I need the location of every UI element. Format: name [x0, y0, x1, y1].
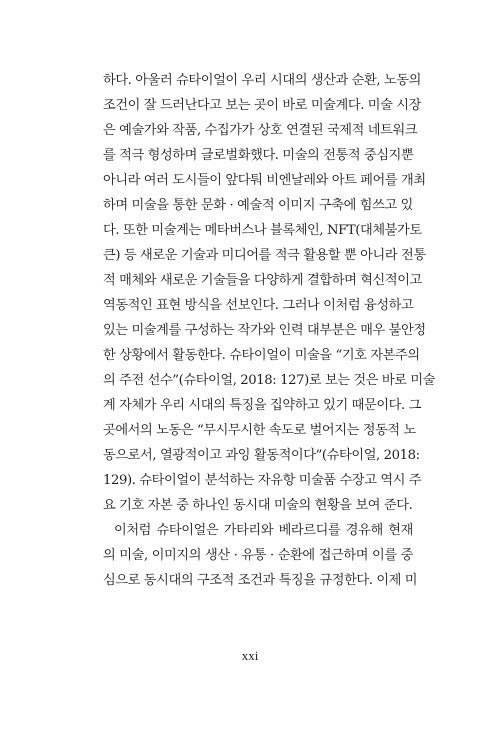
text-line: 조건이 잘 드러난다고 보는 곳이 바로 미술계다. 미술 시장 [103, 98, 421, 113]
text-line: 한 상황에서 활동한다. 슈타이얼이 미술을 “기호 자본주의 [103, 348, 420, 363]
text-line: 요 기호 자본 중 하나인 동시대 미술의 현황을 보여 준다. [103, 498, 413, 513]
text-line: 적 매체와 새로운 기술들을 다양하게 결합하며 혁신적이고 [103, 273, 422, 288]
text-line: 은 예술가와 작품, 수집가가 상호 연결된 국제적 네트워크 [103, 123, 418, 138]
text-line: 의 미술, 이미지의 생산 · 유통 · 순환에 접근하며 이를 중 [103, 548, 413, 563]
text-line: 하다. 아울러 슈타이얼이 우리 시대의 생산과 순환, 노동의 [103, 73, 421, 88]
text-line: 있는 미술계를 구성하는 작가와 인력 대부분은 매우 불안정 [103, 323, 426, 338]
text-line: 를 적극 형성하며 글로벌화했다. 미술의 전통적 중심지뿐 [103, 148, 414, 163]
text-line: 의 주전 선수”(슈타이얼, 2018: 127)로 보는 것은 바로 미술 [103, 373, 436, 388]
text-line: 심으로 동시대의 구조적 조건과 특징을 규정한다. 이제 미 [103, 573, 418, 588]
text-line: 129). 슈타이얼이 분석하는 자유항 미술품 수장고 역시 주 [103, 473, 422, 488]
body-text [103, 68, 436, 593]
text-line: 역동적인 표현 방식을 선보인다. 그러나 이처럼 융성하고 [103, 298, 414, 313]
page-number: xxi [241, 648, 259, 663]
text-line-paragraph-start: 이처럼 슈타이얼은 가타리와 베라르디를 경유해 현재 [103, 523, 413, 538]
text-line: 곳에서의 노동은 “무시무시한 속도로 벌어지는 정동적 노 [103, 423, 416, 438]
text-line: 아니라 여러 도시들이 앞다퉈 비엔날레와 아트 페어를 개최 [103, 173, 426, 188]
text-line: 하며 미술을 통한 문화 · 예술적 이미지 구축에 힘쓰고 있 [103, 198, 413, 213]
text-line: 다. 또한 미술계는 메타버스나 블록체인, NFT(대체불가토 [103, 223, 422, 238]
text-line: 큰) 등 새로운 기술과 미디어를 적극 활용할 뿐 아니라 전통 [103, 248, 426, 263]
text-line: 계 자체가 우리 시대의 특징을 집약하고 있기 때문이다. 그 [103, 398, 421, 413]
text-line: 동으로서, 열광적이고 과잉 활동적이다”(슈타이얼, 2018: [103, 448, 420, 463]
